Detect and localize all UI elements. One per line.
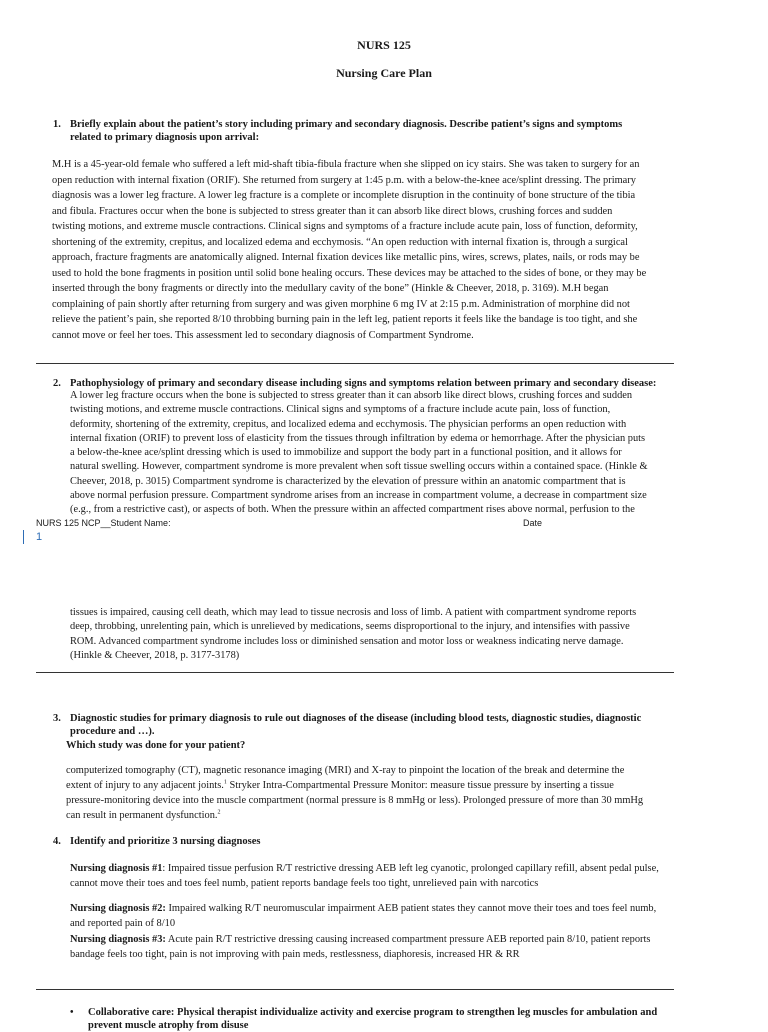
q1-answer-line: diagnosis was a lower leg fracture. A lower leg fracture is a complete or incomplete disruption in the continuity of bone structure of the tibia — [52, 190, 636, 201]
dx3-label: Nursing diagnosis #3: — [70, 934, 166, 945]
q2-answer-continued — [70, 606, 740, 663]
q2-answer-continued-line: deep, throbbing, unrelenting pain, which is unrelieved by medications, seems disproportional to the injury, and intensifies with passive — [70, 621, 630, 633]
q1-heading-line-1: Briefly explain about the patient’s story including primary and secondary diagnosis. Describe patient’s signs and symptoms — [70, 119, 623, 130]
q2-answer-line: A lower leg fracture occurs when the bone is subjected to stress greater than it can absorb like direct blows, crushing forces and sudden — [70, 390, 633, 401]
q3-number: 3. — [53, 713, 61, 724]
q3-line-2a: extent of injury to any adjacent joints. — [66, 780, 224, 791]
q1-answer-line: relieve the patient’s pain, she reported 8/10 throbbing burning pain in the left leg, patient reports it feels like the bandage is too tight, and she — [52, 314, 638, 325]
q3-line-2 — [66, 778, 736, 793]
divider-rule — [36, 989, 674, 990]
dx1-line-2: cannot move their toes and toes feel numb, patient reports bandage feels too tight, unrelieved pain with narcotics — [70, 878, 539, 889]
q3-line-4a: can result in permanent dysfunction. — [66, 810, 218, 821]
q2-answer-line: Cheever, 2018, p. 3015) Compartment syndrome is characterized by the elevation of pressure within an anatomic compartment that is — [70, 475, 626, 487]
collaborative-care — [88, 1006, 738, 1032]
q3-line-2b: Stryker Intra-Compartmental Pressure Monitor: measure tissue pressure by inserting a tissue — [226, 780, 614, 791]
footnote-ref-1[interactable]: 1 — [223, 779, 227, 786]
nursing-diagnosis-1 — [70, 861, 740, 891]
footer-student-name: NURS 125 NCP__Student Name: — [36, 518, 171, 528]
bullet-icon: • — [70, 1007, 74, 1018]
q2-answer-line: natural swelling. However, compartment syndrome is more prevalent when soft tissue swelling occurs within a contained space. (Hinkle & — [70, 461, 648, 473]
course-title: NURS 125 — [357, 38, 411, 52]
q2-answer-line: internal fixation (ORIF) to prevent loss of elasticity from the tissues through infiltration by edema or hemorrhage. After the physician puts — [70, 432, 646, 444]
divider-rule — [36, 363, 674, 364]
q2-answer-continued-line: tissues is impaired, causing cell death, which may lead to tissue necrosis and loss of limb. A patient with compartment syndrome reports — [70, 607, 637, 618]
q2-number: 2. — [53, 378, 61, 389]
q2-answer-continued-line: ROM. Advanced compartment syndrome includes loss or diminished sensation and motor loss or weakness indicating nerve damage. — [70, 635, 624, 647]
q3-heading — [70, 712, 730, 738]
q2-heading: Pathophysiology of primary and secondary disease including signs and symptoms relation between primary and secondary disease: — [70, 378, 657, 389]
q3-heading-line-1: Diagnostic studies for primary diagnosis to rule out diagnoses of the disease (including blood tests, diagnostic studies, diagnostic — [70, 713, 642, 724]
q1-answer — [52, 157, 732, 343]
collab-line-2: prevent muscle atrophy from disuse — [88, 1020, 249, 1031]
dx1-line-1 — [70, 861, 740, 876]
q3-line-4 — [66, 808, 736, 823]
divider-rule — [36, 672, 674, 673]
page-number: 1 — [36, 531, 43, 543]
q2-answer-line: above normal perfusion pressure. Compartment syndrome arises from an increase in compartment volume, a decrease in compartment size — [70, 490, 647, 502]
text-cursor — [23, 530, 24, 544]
dx2-text-1: Impaired walking R/T neuromuscular impairment AEB patient states they cannot move their toes and toes feel numb, — [165, 903, 657, 914]
q2-answer-line: (e.g., from a restrictive cast), or aspects of both. When the pressure within an affected compartment rises above normal, perfusion to the — [70, 504, 635, 516]
footer-date: Date — [523, 518, 543, 528]
q3-subheading: Which study was done for your patient? — [66, 740, 246, 751]
q1-answer-line: cannot move or feel her toes. This assessment led to secondary diagnosis of Compartment Syndrome. — [52, 329, 474, 341]
q1-answer-line: and fibula. Fractures occur when the bone is subjected to stress greater than it can absorb like direct blows, crushing forces and sudden — [52, 205, 613, 217]
dx3-text-1: Acute pain R/T restrictive dressing causing increased compartment pressure AEB reported pain 8/10, patient reports — [165, 934, 651, 945]
dx3-line-1 — [70, 932, 740, 947]
q1-answer-line: approach, fracture fragments are anatomically aligned. Internal fixation devices like metallic pins, wires, screws, plates, nails, or rods may be — [52, 252, 640, 263]
q2-answer-line: twisting motions, and extreme muscle contractions. Clinical signs and symptoms of a fracture include acute pain, loss of function, — [70, 404, 611, 416]
q3-line-3: pressure-monitoring device into the muscle compartment (normal pressure is 8 mmHg or less). Prolonged pressure of more than 30 mmHg — [66, 795, 644, 806]
footnote-ref-2[interactable]: 2 — [217, 809, 221, 816]
dx1-text-1: : Impaired tissue perfusion R/T restrictive dressing AEB left leg cyanotic, prolonged capillary refill, absent pedal pulse, — [162, 863, 659, 874]
collab-line-1: Collaborative care: Physical therapist individualize activity and exercise program to strengthen leg muscles for ambulation and — [88, 1007, 658, 1018]
q1-answer-line: used to hold the bone fragments in position until solid bone healing occurs. These devices may be attached to the sides of bone, or they may be — [52, 267, 647, 279]
q1-heading-line-2: related to primary diagnosis upon arrival: — [70, 132, 260, 143]
nursing-diagnosis-3 — [70, 932, 740, 962]
q3-line-1: computerized tomography (CT), magnetic resonance imaging (MRI) and X-ray to pinpoint the location of the break and determine the — [66, 765, 625, 776]
q2-answer-line: deformity, shortening of the extremity, crepitus, and localized edema and ecchymosis. The physician performs an open reduction with — [70, 418, 627, 430]
q1-answer-line: twisting motions, and extreme muscle contractions. Clinical signs and symptoms of a fracture include acute pain, loss of function, deformity, — [52, 221, 638, 232]
dx1-label: Nursing diagnosis #1 — [70, 863, 163, 874]
q4-number: 4. — [53, 836, 61, 847]
dx3-line-2: bandage feels too tight, pain is not improving with pain meds, restlessness, diaphoresis, increased HR & RR — [70, 949, 520, 960]
dx2-label: Nursing diagnosis #2: — [70, 903, 166, 914]
q3-answer — [66, 763, 736, 823]
q1-answer-line: inserted through the bony fragments or directly into the medullary cavity of the bone” (Hinkle & Cheever, 2018, p. 3169). M.H began — [52, 283, 609, 294]
q4-heading: Identify and prioritize 3 nursing diagnoses — [70, 836, 261, 847]
q2-answer-continued-line: (Hinkle & Cheever, 2018, p. 3177-3178) — [70, 649, 240, 661]
q2-answer — [70, 389, 740, 518]
q1-answer-line: shortening of the extremity, crepitus, and localized edema and ecchymosis. “An open reduction with internal fixation is, through a surgical — [52, 236, 628, 248]
q1-answer-line: complaining of pain shortly after returning from surgery and was given morphine 6 mg IV at 2:15 p.m. Administration of morphine did not — [52, 298, 630, 310]
dx2-line-2: and reported pain of 8/10 — [70, 918, 176, 929]
q1-number: 1. — [53, 119, 61, 130]
dx2-line-1 — [70, 901, 740, 916]
q1-heading — [70, 118, 720, 144]
q1-answer-line: open reduction with internal fixation (ORIF). She returned from surgery at 1:45 p.m. with a below-the-knee ace/splint dressing. The primary — [52, 174, 636, 186]
document-title: Nursing Care Plan — [336, 66, 432, 80]
q2-answer-line: a below-the-knee ace/splint dressing which is used to immobilize and support the body part in a functional position, and it allows for — [70, 447, 622, 459]
nursing-diagnosis-2 — [70, 901, 740, 931]
q3-heading-line-2: procedure and …). — [70, 726, 155, 737]
q1-answer-line: M.H is a 45-year-old female who suffered a left mid-shaft tibia-fibula fracture when she slipped on icy stairs. She was taken to surgery for an — [52, 159, 640, 170]
